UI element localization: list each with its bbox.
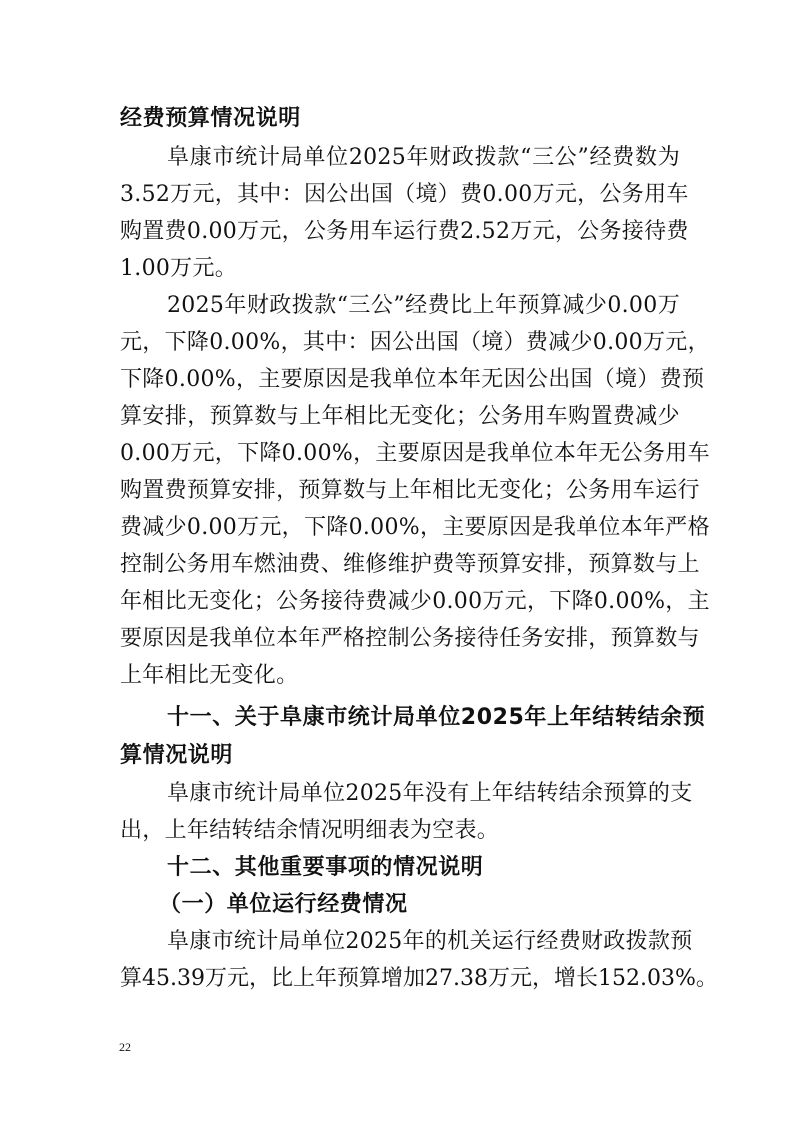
paragraph-line: 上年相比无变化。 [120, 663, 299, 688]
subsection-heading-1: （一）单位运行经费情况 [159, 892, 408, 917]
paragraph-line: 3.52万元，其中：因公出国（境）费0.00万元，公务用车 [120, 182, 689, 207]
paragraph-line: 要原因是我单位本年严格控制公务接待任务安排，预算数与 [120, 626, 700, 651]
section-heading-continued: 经费预算情况说明 [120, 106, 301, 131]
paragraph-line: 出，上年结转结余情况明细表为空表。 [120, 818, 500, 843]
section-heading-12: 十二、其他重要事项的情况说明 [167, 855, 484, 880]
paragraph-line: 阜康市统计局单位2025年的机关运行经费财政拨款预 [167, 929, 693, 954]
paragraph-line: 算安排，预算数与上年相比无变化；公务用车购置费减少 [120, 404, 680, 429]
paragraph-line: 下降0.00%，主要原因是我单位本年无因公出国（境）费预 [120, 367, 705, 392]
section-heading-11: 十一、关于阜康市统计局单位2025年上年结转结余预 [167, 705, 706, 730]
page-number: 22 [119, 1040, 131, 1054]
paragraph-line: 费减少0.00万元，下降0.00%，主要原因是我单位本年严格 [120, 515, 710, 540]
paragraph-line: 算45.39万元，比上年预算增加27.38万元，增长152.03%。 [120, 966, 718, 991]
paragraph-line: 1.00万元。 [120, 256, 238, 281]
paragraph-line: 购置费0.00万元，公务用车运行费2.52万元，公务接待费 [120, 219, 689, 244]
paragraph-line: 阜康市统计局单位2025年没有上年结转结余预算的支 [167, 781, 693, 806]
paragraph-line: 阜康市统计局单位2025年财政拨款“三公”经费数为 [167, 145, 680, 170]
paragraph-line: 元，下降0.00%，其中：因公出国（境）费减少0.00万元， [120, 330, 710, 355]
paragraph-line: 控制公务用车燃油费、维修维护费等预算安排，预算数与上 [120, 552, 700, 577]
paragraph-line: 年相比无变化；公务接待费减少0.00万元，下降0.00%，主 [120, 589, 710, 614]
paragraph-line: 0.00万元，下降0.00%，主要原因是我单位本年无公务用车 [120, 441, 710, 466]
paragraph-line: 购置费预算安排，预算数与上年相比无变化；公务用车运行 [120, 478, 700, 503]
section-heading-11-continued: 算情况说明 [120, 743, 234, 768]
paragraph-line: 2025年财政拨款“三公”经费比上年预算减少0.00万 [167, 293, 680, 318]
